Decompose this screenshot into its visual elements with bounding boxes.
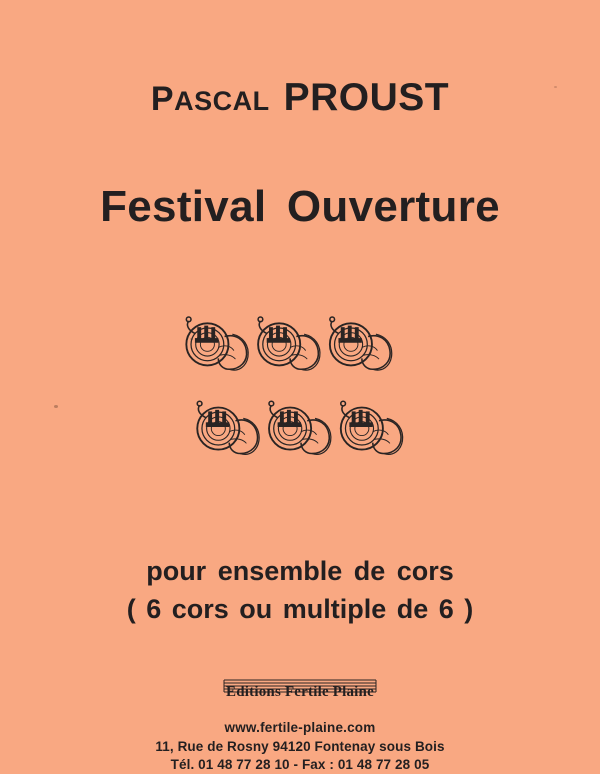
- composer-first-rest: ASCAL: [174, 86, 270, 116]
- publisher-address: 11, Rue de Rosny 94120 Fontenay sous Bois: [155, 739, 445, 754]
- publisher-block: [0, 676, 600, 772]
- composer-name: [0, 76, 600, 120]
- instrumentation-line-1: pour ensemble de cors: [146, 556, 454, 586]
- publisher-name: Editions Fertile Plaine: [226, 684, 374, 700]
- instrumentation-line-2: ( 6 cors ou multiple de 6 ): [126, 594, 474, 624]
- scan-speck: [54, 405, 58, 408]
- publisher-logo: [220, 676, 380, 710]
- page-title: Festival Ouverture: [100, 182, 500, 231]
- publisher-phone: Tél. 01 48 77 28 10 - Fax : 01 48 77 28 05: [170, 757, 430, 772]
- composer-first-initial: P: [150, 80, 175, 118]
- composer-last-name: PROUST: [283, 76, 450, 119]
- six-french-horns-illustration: [180, 310, 420, 510]
- publisher-website[interactable]: www.fertile-plaine.com: [224, 720, 376, 735]
- instrumentation: [0, 556, 600, 625]
- composer-first-name: [150, 80, 270, 118]
